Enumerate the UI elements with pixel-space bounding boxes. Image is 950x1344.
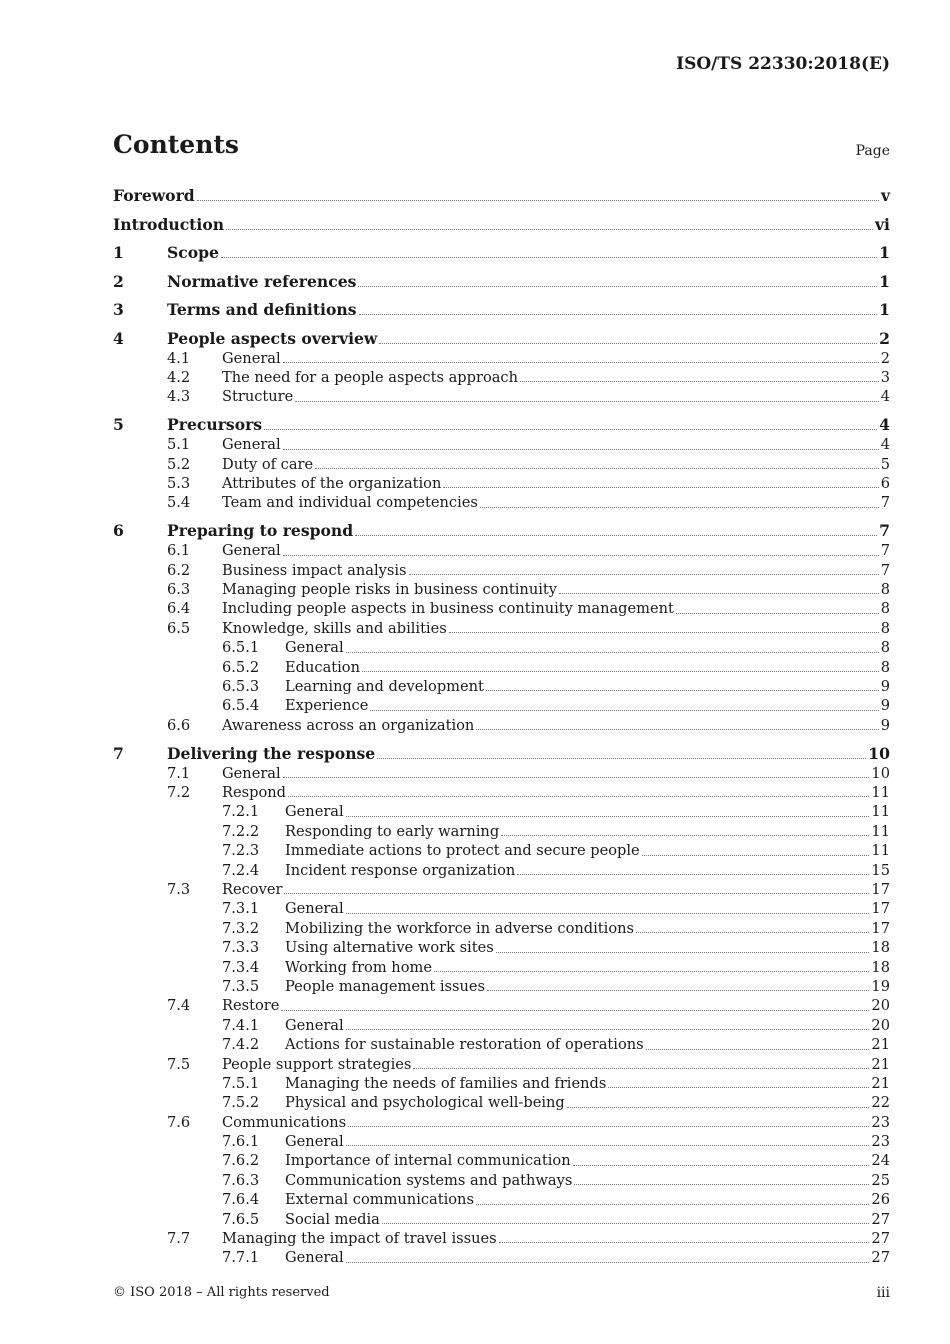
toc-entry-page: 8 (880, 619, 890, 637)
toc-entry[interactable] (113, 455, 890, 474)
toc-entry-title: People management issues (285, 977, 486, 995)
toc-dot-leader (348, 1125, 869, 1127)
toc-entry-number: 7.5.2 (222, 1094, 260, 1112)
toc-entry-page: 5 (880, 455, 890, 473)
toc-entry[interactable] (113, 783, 890, 802)
table-of-contents (113, 186, 890, 1268)
toc-entry[interactable] (113, 329, 890, 349)
toc-entry-page: 11 (871, 803, 890, 821)
toc-entry-page: 15 (871, 861, 890, 879)
toc-entry-title: Scope (167, 243, 219, 262)
toc-entry[interactable] (113, 1055, 890, 1074)
toc-entry-page: 9 (880, 716, 890, 734)
toc-entry-title: General (222, 542, 281, 560)
toc-entry-number: 1 (113, 243, 124, 262)
toc-entry-title: People aspects overview (167, 328, 378, 348)
toc-entry-number: 7.6.2 (222, 1152, 260, 1170)
toc-entry[interactable] (113, 1016, 890, 1035)
toc-entry-page: 8 (880, 581, 890, 599)
toc-entry-page: 2 (880, 349, 890, 367)
toc-entry-number: 7.7.1 (222, 1249, 260, 1267)
toc-dot-leader (346, 1028, 870, 1030)
toc-dot-leader (608, 1086, 869, 1088)
toc-entry-page: 18 (871, 939, 890, 957)
toc-entry-number: 7.3 (167, 880, 191, 898)
toc-entry-number: 4.2 (167, 368, 191, 386)
toc-entry[interactable] (113, 938, 890, 957)
toc-dot-leader (567, 1106, 870, 1108)
toc-dot-leader (284, 892, 869, 894)
toc-dot-leader (197, 199, 879, 201)
toc-entry-title: Learning and development (285, 677, 484, 695)
toc-entry-number: 6.1 (167, 542, 191, 560)
toc-entry-number: 5 (113, 415, 124, 435)
toc-dot-leader (501, 834, 869, 836)
toc-entry-title: Immediate actions to protect and secure people (285, 842, 640, 860)
toc-entry-page: 27 (871, 1210, 890, 1228)
toc-entry-page: 24 (871, 1152, 890, 1170)
toc-entry[interactable] (113, 1151, 890, 1170)
toc-dot-leader (283, 554, 879, 556)
toc-entry-page: v (880, 186, 890, 205)
toc-entry-title: General (285, 803, 344, 821)
toc-entry-title: Awareness across an organization (222, 716, 475, 734)
toc-dot-leader (449, 631, 879, 633)
toc-entry-page: 7 (880, 494, 890, 512)
toc-entry-number: 5.3 (167, 474, 191, 492)
toc-entry-number: 5.4 (167, 494, 191, 512)
toc-dot-leader (346, 1261, 870, 1263)
copyright-notice: © ISO 2018 – All rights reserved (113, 1285, 330, 1300)
toc-entry-title: Experience (285, 697, 369, 715)
toc-entry-title: Delivering the response (167, 743, 376, 763)
toc-entry-title: General (222, 764, 281, 782)
toc-entry-page: 20 (871, 997, 890, 1015)
toc-entry[interactable] (113, 272, 890, 292)
toc-entry[interactable] (113, 716, 890, 735)
toc-dot-leader (409, 573, 879, 575)
toc-entry-number: 7.6.1 (222, 1133, 260, 1151)
toc-entry-number: 7.5.1 (222, 1074, 260, 1092)
toc-entry[interactable] (113, 1093, 890, 1112)
toc-entry-page: 10 (871, 764, 890, 782)
toc-entry-title: Using alternative work sites (285, 939, 494, 957)
toc-entry-page: 3 (880, 368, 890, 386)
toc-dot-leader (574, 1183, 869, 1185)
toc-dot-leader (295, 400, 878, 402)
toc-dot-leader (559, 592, 879, 594)
toc-entry-number: 7.6 (167, 1113, 191, 1131)
toc-entry[interactable] (113, 1074, 890, 1093)
toc-entry-page: 17 (871, 880, 890, 898)
toc-entry-page: 17 (871, 900, 890, 918)
toc-entry-number: 5.1 (167, 436, 191, 454)
toc-entry-number: 6.5.1 (222, 639, 260, 657)
toc-entry-title: Precursors (167, 415, 263, 435)
toc-entry-page: 11 (871, 784, 890, 802)
toc-dot-leader (358, 285, 877, 287)
toc-dot-leader (487, 989, 869, 991)
toc-entry-title: General (285, 1016, 344, 1034)
toc-entry-page: 27 (871, 1249, 890, 1267)
toc-entry-number: 7.4 (167, 997, 191, 1015)
toc-entry-page: 2 (879, 328, 890, 348)
toc-dot-leader (359, 313, 878, 315)
toc-entry-page: 7 (879, 521, 890, 541)
toc-entry[interactable] (113, 1132, 890, 1151)
toc-entry-number: 2 (113, 271, 124, 291)
toc-entry-number: 7.2.4 (222, 861, 260, 879)
toc-dot-leader (379, 342, 877, 344)
toc-entry-number: 4 (113, 328, 124, 348)
toc-entry[interactable] (113, 580, 890, 599)
toc-entry-page: 23 (871, 1133, 890, 1151)
toc-entry[interactable] (113, 387, 890, 406)
toc-entry[interactable] (113, 802, 890, 821)
toc-dot-leader (377, 757, 866, 759)
toc-dot-leader (642, 854, 870, 856)
toc-dot-leader (346, 1144, 870, 1146)
toc-entry[interactable] (113, 541, 890, 560)
toc-dot-leader (486, 689, 879, 691)
toc-entry-number: 7.6.3 (222, 1171, 260, 1189)
toc-entry[interactable] (113, 521, 890, 541)
toc-entry-title: Including people aspects in business continuity management (222, 600, 674, 618)
toc-entry[interactable] (113, 186, 890, 206)
toc-entry-page: 1 (879, 300, 890, 319)
toc-entry[interactable] (113, 841, 890, 860)
toc-entry-title: People support strategies (222, 1055, 412, 1073)
toc-entry[interactable] (113, 215, 890, 235)
toc-entry[interactable] (113, 977, 890, 996)
toc-entry[interactable] (113, 677, 890, 696)
toc-dot-leader (636, 931, 869, 933)
toc-dot-leader (264, 428, 877, 430)
toc-entry-page: 4 (880, 436, 890, 454)
toc-entry-title: Preparing to respond (167, 521, 354, 541)
toc-entry-title: Managing people risks in business continuity (222, 581, 558, 599)
contents-heading: Contents (113, 130, 240, 159)
toc-entry-title: General (285, 1133, 344, 1151)
toc-entry-title: Importance of internal communication (285, 1152, 571, 1170)
toc-entry-title: Terms and definitions (167, 300, 357, 319)
toc-entry-number: 7.6.4 (222, 1191, 260, 1209)
toc-entry-page: 21 (871, 1074, 890, 1092)
toc-entry[interactable] (113, 638, 890, 657)
toc-entry[interactable] (113, 243, 890, 263)
toc-entry-page: 19 (871, 977, 890, 995)
toc-entry-number: 7 (113, 743, 124, 763)
toc-entry-title: Actions for sustainable restoration of operations (285, 1036, 644, 1054)
toc-entry-page: 1 (879, 271, 890, 291)
toc-entry[interactable] (113, 764, 890, 783)
toc-entry-number: 7.3.3 (222, 939, 260, 957)
toc-entry-title: Managing the impact of travel issues (222, 1230, 497, 1248)
toc-entry-number: 6.5.4 (222, 697, 260, 715)
toc-entry[interactable] (113, 996, 890, 1015)
toc-entry-title: General (222, 436, 281, 454)
toc-entry[interactable] (113, 474, 890, 493)
toc-entry-title: Education (285, 658, 360, 676)
toc-entry-title: Managing the needs of families and friends (285, 1074, 607, 1092)
toc-entry-title: Physical and psychological well-being (285, 1094, 565, 1112)
toc-dot-leader (288, 795, 869, 797)
toc-dot-leader (226, 228, 873, 230)
toc-entry[interactable] (113, 658, 890, 677)
toc-dot-leader (496, 951, 870, 953)
toc-dot-leader (676, 612, 879, 614)
toc-entry-number: 6.5 (167, 619, 191, 637)
toc-dot-leader (646, 1048, 870, 1050)
toc-entry-title: General (222, 349, 281, 367)
toc-dot-leader (480, 506, 879, 508)
toc-dot-leader (221, 256, 877, 258)
toc-entry-page: 11 (871, 822, 890, 840)
toc-entry[interactable] (113, 415, 890, 435)
toc-entry-title: General (285, 1249, 344, 1267)
toc-entry-number: 6.5.2 (222, 658, 260, 676)
toc-entry-number: 7.4.1 (222, 1016, 260, 1034)
toc-entry-title: Communication systems and pathways (285, 1171, 573, 1189)
toc-entry-number: 7.1 (167, 764, 191, 782)
toc-dot-leader (283, 776, 870, 778)
toc-entry-number: 7.5 (167, 1055, 191, 1073)
toc-entry-number: 6.4 (167, 600, 191, 618)
toc-entry-number: 7.2.2 (222, 822, 260, 840)
toc-dot-leader (281, 1009, 869, 1011)
toc-entry-number: 4.3 (167, 388, 191, 406)
toc-entry-page: 21 (871, 1055, 890, 1073)
toc-entry-page: 4 (879, 415, 890, 435)
toc-entry[interactable] (113, 1113, 890, 1132)
toc-entry-title: Foreword (113, 186, 195, 205)
toc-entry-title: Duty of care (222, 455, 314, 473)
toc-entry[interactable] (113, 744, 890, 764)
toc-dot-leader (443, 486, 878, 488)
toc-entry-title: Business impact analysis (222, 561, 407, 579)
toc-entry-page: 20 (871, 1016, 890, 1034)
toc-entry-number: 6.6 (167, 716, 191, 734)
toc-entry-title: Incident response organization (285, 861, 516, 879)
toc-entry-number: 6.5.3 (222, 677, 260, 695)
toc-entry-number: 7.2.1 (222, 803, 260, 821)
toc-entry[interactable] (113, 349, 890, 368)
toc-entry[interactable] (113, 368, 890, 387)
toc-entry-title: Recover (222, 880, 283, 898)
toc-entry-number: 5.2 (167, 455, 191, 473)
toc-entry[interactable] (113, 619, 890, 638)
toc-entry-number: 7.3.2 (222, 919, 260, 937)
toc-entry[interactable] (113, 1229, 890, 1248)
toc-entry-title: Responding to early warning (285, 822, 500, 840)
toc-dot-leader (476, 728, 878, 730)
toc-entry[interactable] (113, 899, 890, 918)
toc-entry[interactable] (113, 599, 890, 618)
toc-entry-page: 25 (871, 1171, 890, 1189)
toc-entry-number: 4.1 (167, 349, 191, 367)
toc-dot-leader (362, 670, 879, 672)
toc-entry[interactable] (113, 880, 890, 899)
toc-entry-title: Team and individual competencies (222, 494, 478, 512)
toc-entry-page: 11 (871, 842, 890, 860)
toc-entry[interactable] (113, 696, 890, 715)
toc-dot-leader (517, 873, 869, 875)
toc-entry-page: 18 (871, 958, 890, 976)
toc-entry-page: 9 (880, 697, 890, 715)
page-column-label: Page (855, 143, 890, 159)
toc-entry-number: 6 (113, 521, 124, 541)
toc-entry-number: 3 (113, 300, 124, 319)
toc-entry-page: 23 (871, 1113, 890, 1131)
toc-entry[interactable] (113, 1171, 890, 1190)
toc-entry-title: Normative references (167, 271, 357, 291)
toc-entry-page: 4 (880, 388, 890, 406)
toc-entry-page: 8 (880, 639, 890, 657)
toc-dot-leader (434, 970, 869, 972)
toc-dot-leader (520, 380, 879, 382)
toc-entry-page: 8 (880, 658, 890, 676)
toc-dot-leader (573, 1164, 870, 1166)
toc-entry-title: External communications (285, 1191, 474, 1209)
toc-entry[interactable] (113, 822, 890, 841)
toc-entry-number: 7.2 (167, 784, 191, 802)
toc-entry-title: The need for a people aspects approach (222, 368, 519, 386)
toc-entry-page: vi (875, 214, 890, 234)
toc-entry-page: 1 (879, 243, 890, 262)
toc-entry-title: Restore (222, 997, 280, 1015)
toc-dot-leader (370, 709, 878, 711)
toc-dot-leader (346, 651, 879, 653)
toc-dot-leader (499, 1241, 870, 1243)
toc-dot-leader (315, 467, 879, 469)
toc-entry-number: 7.2.3 (222, 842, 260, 860)
toc-entry-page: 9 (880, 677, 890, 695)
toc-entry[interactable] (113, 958, 890, 977)
toc-entry[interactable] (113, 300, 890, 320)
toc-entry-title: General (285, 639, 344, 657)
toc-dot-leader (476, 1203, 869, 1205)
toc-entry-page: 6 (880, 474, 890, 492)
toc-entry-title: Introduction (113, 214, 225, 234)
toc-entry[interactable] (113, 435, 890, 454)
toc-entry-number: 7.3.4 (222, 958, 260, 976)
document-id: ISO/TS 22330:2018(E) (676, 54, 890, 74)
toc-entry-title: Attributes of the organization (222, 474, 442, 492)
toc-entry-page: 17 (871, 919, 890, 937)
toc-entry-page: 8 (880, 600, 890, 618)
toc-entry-page: 27 (871, 1230, 890, 1248)
toc-dot-leader (355, 534, 877, 536)
toc-entry-number: 6.3 (167, 581, 191, 599)
toc-entry[interactable] (113, 493, 890, 512)
toc-entry-number: 7.3.5 (222, 977, 260, 995)
toc-entry-title: Communications (222, 1113, 347, 1131)
toc-entry-title: Social media (285, 1210, 380, 1228)
toc-dot-leader (283, 448, 879, 450)
toc-entry-page: 7 (880, 542, 890, 560)
page-number: iii (876, 1285, 890, 1301)
toc-entry-title: Working from home (285, 958, 432, 976)
toc-entry-number: 6.2 (167, 561, 191, 579)
toc-dot-leader (413, 1067, 869, 1069)
toc-entry[interactable] (113, 1190, 890, 1209)
toc-entry-title: Structure (222, 388, 294, 406)
toc-entry-title: Knowledge, skills and abilities (222, 619, 447, 637)
toc-entry[interactable] (113, 1210, 890, 1229)
toc-dot-leader (346, 912, 870, 914)
toc-entry-page: 7 (880, 561, 890, 579)
toc-entry-number: 7.6.5 (222, 1210, 260, 1228)
toc-entry[interactable] (113, 861, 890, 880)
toc-entry-page: 22 (871, 1094, 890, 1112)
toc-entry[interactable] (113, 919, 890, 938)
toc-entry[interactable] (113, 1035, 890, 1054)
toc-entry-title: Respond (222, 784, 286, 802)
toc-entry[interactable] (113, 561, 890, 580)
toc-entry-title: Mobilizing the workforce in adverse conditions (285, 919, 635, 937)
toc-entry-number: 7.4.2 (222, 1036, 260, 1054)
toc-entry-title: General (285, 900, 344, 918)
toc-entry-page: 21 (871, 1036, 890, 1054)
toc-dot-leader (382, 1222, 870, 1224)
toc-dot-leader (346, 815, 870, 817)
toc-dot-leader (283, 361, 879, 363)
toc-entry-number: 7.3.1 (222, 900, 260, 918)
toc-entry-page: 26 (871, 1191, 890, 1209)
toc-entry-page: 10 (868, 743, 890, 763)
toc-entry[interactable] (113, 1248, 890, 1267)
toc-entry-number: 7.7 (167, 1230, 191, 1248)
